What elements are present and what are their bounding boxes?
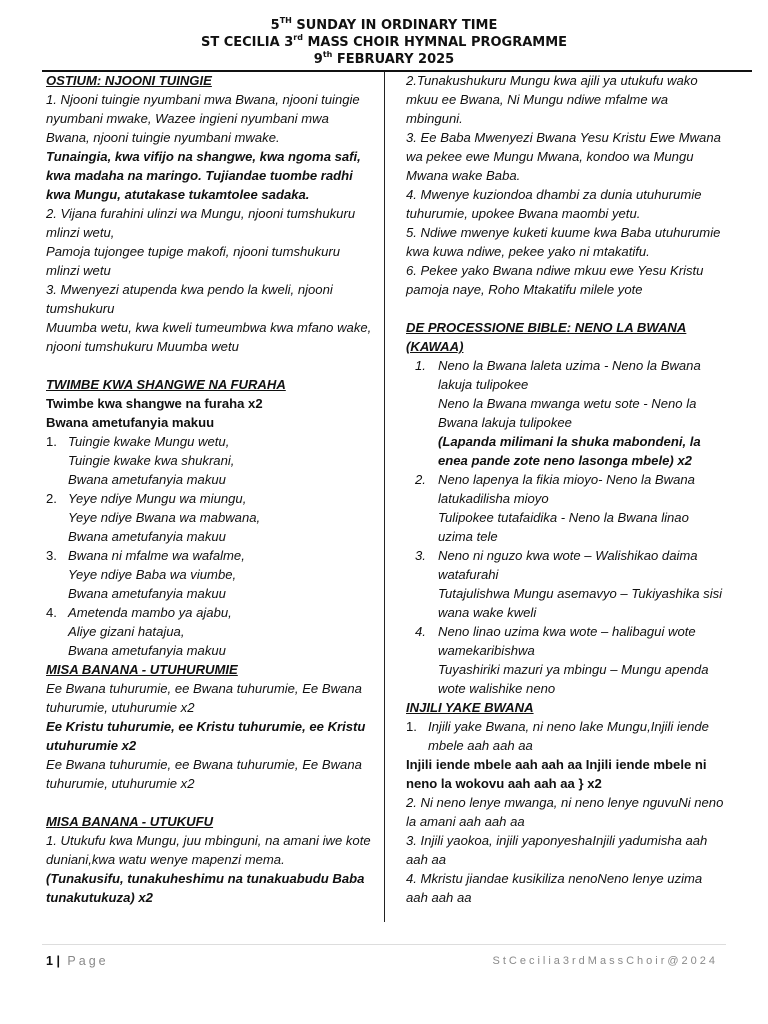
ostium-verse-3a: 3. Mwenyezi atupenda kwa pendo la kweli, njooni tumshukuru: [46, 282, 333, 316]
utuhurumie-heading: MISA BANANA - UTUHURUMIE: [46, 662, 238, 677]
ostium-verse-3b: Muumba wetu, kwa kweli tumeumbwa kwa mfano wake, njooni tumshukuru Muumba wetu: [46, 320, 372, 354]
utukufu-verse-4: 4. Mwenye kuziondoa dhambi za dunia utuhurumie tuhurumie, upokee Bwana maombi yetu.: [406, 187, 702, 221]
neno-heading: DE PROCESSIONE BIBLE: NENO LA BWANA (KAWAA): [406, 320, 687, 354]
verse-line: Injili yake Bwana, ni neno lake Mungu,Injili iende mbele aah aah aa: [428, 719, 709, 753]
verse-line: Yeye ndiye Bwana wa mabwana,: [68, 510, 261, 525]
verse-line: Bwana ametufanyia makuu: [68, 586, 226, 601]
verse-number: 3.: [46, 548, 57, 563]
verse-line: Tuingie kwake kwa shukrani,: [68, 453, 235, 468]
document-header: [0, 17, 768, 68]
verse-number: 2.: [415, 472, 426, 487]
utukufu-verse-2: 2.Tunakushukuru Mungu kwa ajili ya utukufu wako mkuu ee Bwana, Ni Mungu ndiwe mfalme wa mbinguni.: [406, 73, 698, 126]
spacer: [46, 793, 376, 812]
verse-line: Bwana ametufanyia makuu: [68, 529, 226, 544]
verse-number: 4.: [415, 624, 426, 639]
injili-verse-4: 4. Mkristu jiandae kusikiliza nenoNeno lenye uzima aah aah aa: [406, 871, 703, 905]
verse-line: Yeye ndiye Baba wa viumbe,: [68, 567, 237, 582]
injili-verse-2: 2. Ni neno lenye mwanga, ni neno lenye nguvuNi neno la amani aah aah aa: [406, 795, 724, 829]
utuhurumie-line-3: Ee Bwana tuhurumie, ee Bwana tuhurumie, Ee Bwana tuhurumie, utuhurumie x2: [46, 757, 362, 791]
verse-line: Aliye gizani hatajua,: [68, 624, 185, 639]
ostium-verse-1: 1. Njooni tuingie nyumbani mwa Bwana, njooni tuingie nyumbani mwake, Wazee ingieni nyumbani mwa Bwana, njooni tuingie nyumbani mwake.: [46, 92, 360, 145]
ostium-verse-2a: 2. Vijana furahini ulinzi wa Mungu, njooni tumshukuru mlinzi wetu,: [46, 206, 356, 240]
spacer: [46, 356, 376, 375]
neno-chorus: (Lapanda milimani la shuka mabondeni, la enea pande zote neno lasonga mbele) x2: [438, 434, 701, 468]
header-line-2: ST CECILIA 3rd MASS CHOIR HYMNAL PROGRAMME: [200, 32, 568, 50]
ostium-verse-2b: Pamoja tujongee tupige makofi, njooni tumshukuru mlinzi wetu: [46, 244, 341, 278]
verse-number: 4.: [46, 605, 57, 620]
neno-verse-3: [406, 546, 724, 622]
verse-line: Tuyashiriki mazuri ya mbingu – Mungu apenda wote walishike neno: [438, 662, 709, 696]
page-number: [46, 954, 109, 968]
verse-line: Tutajulishwa Mungu asemavyo – Tukiyashika sisi wana wake kweli: [438, 586, 723, 620]
utukufu-verse-6: 6. Pekee yako Bwana ndiwe mkuu ewe Yesu Kristu pamoja naye, Roho Mtakatifu milele yote: [406, 263, 704, 297]
neno-verse-1: [406, 356, 724, 470]
page-separator: |: [56, 954, 60, 968]
ostium-heading: OSTIUM: NJOONI TUINGIE: [46, 73, 212, 88]
verse-line: Tulipokee tutafaidika - Neno la Bwana linao uzima tele: [438, 510, 689, 544]
verse-line: Neno lapenya la fikia mioyo- Neno la Bwana latukadilisha mioyo: [438, 472, 695, 506]
verse-line: Bwana ametufanyia makuu: [68, 643, 226, 658]
verse-line: Neno ni nguzo kwa wote – Walishikao daima watafurahi: [438, 548, 698, 582]
header-line-1: 5TH SUNDAY IN ORDINARY TIME: [270, 15, 498, 33]
left-column: [46, 71, 376, 907]
verse-line: Tuingie kwake Mungu wetu,: [68, 434, 230, 449]
utuhurumie-line-1: Ee Bwana tuhurumie, ee Bwana tuhurumie, Ee Bwana tuhurumie, utuhurumie x2: [46, 681, 362, 715]
verse-line: Neno linao uzima kwa wote – halibagui wote wamekaribishwa: [438, 624, 696, 658]
twimbe-verse-1: [46, 432, 376, 489]
injili-verse-1: [406, 717, 724, 755]
utukufu-chorus: (Tunakusifu, tunakuheshimu na tunakuabudu Baba tunakutukuza) x2: [46, 871, 365, 905]
ostium-chorus: Tunaingia, kwa vifijo na shangwe, kwa ngoma safi, kwa madaha na maringo. Tujiandae tuombe radhi kwa Mungu, atutakase tukamtolee sadaka.: [46, 149, 361, 202]
footer-copyright: StCecilia3rdMassChoir@2024: [492, 955, 718, 967]
column-divider: [384, 72, 385, 922]
twimbe-chorus-1: Twimbe kwa shangwe na furaha x2: [46, 396, 263, 411]
page-number-value: 1: [46, 954, 53, 968]
verse-line: Bwana ametufanyia makuu: [68, 472, 226, 487]
verse-line: Neno la Bwana laleta uzima - Neno la Bwana lakuja tulipokee: [438, 358, 701, 392]
injili-verse-3: 3. Injili yaokoa, injili yaponyeshaInjili yadumisha aah aah aa: [406, 833, 708, 867]
verse-number: 1.: [406, 719, 417, 734]
right-column: [406, 71, 724, 907]
twimbe-verse-3: [46, 546, 376, 603]
verse-number: 2.: [46, 491, 57, 506]
verse-number: 1.: [415, 358, 426, 373]
verse-line: Bwana ni mfalme wa wafalme,: [68, 548, 245, 563]
neno-verse-2: [406, 470, 724, 546]
verse-number: 3.: [415, 548, 426, 563]
verse-number: 1.: [46, 434, 57, 449]
utukufu-heading: MISA BANANA - UTUKUFU: [46, 814, 214, 829]
page-label: Page: [67, 954, 109, 968]
utukufu-verse-3: 3. Ee Baba Mwenyezi Bwana Yesu Kristu Ewe Mwana wa pekee ewe Mungu Mwana, kondoo wa Mungu Mwana wake Baba.: [406, 130, 721, 183]
utukufu-verse-1: 1. Utukufu kwa Mungu, juu mbinguni, na amani iwe kote duniani,kwa watu wenye mapenzi mema.: [46, 833, 371, 867]
utuhurumie-line-2: Ee Kristu tuhurumie, ee Kristu tuhurumie, ee Kristu utuhurumie x2: [46, 719, 366, 753]
verse-line: Ametenda mambo ya ajabu,: [68, 605, 232, 620]
verse-line: Yeye ndiye Mungu wa miungu,: [68, 491, 247, 506]
injili-chorus: Injili iende mbele aah aah aa Injili iende mbele ni neno la wokovu aah aah aa } x2: [406, 757, 707, 791]
neno-verse-4: [406, 622, 724, 698]
header-line-3: 9th FEBRUARY 2025: [313, 49, 455, 67]
twimbe-chorus-2: Bwana ametufanyia makuu: [46, 415, 215, 430]
verse-line: Neno la Bwana mwanga wetu sote - Neno la Bwana lakuja tulipokee: [438, 396, 697, 430]
footer-rule: [42, 944, 726, 945]
utukufu-verse-5: 5. Ndiwe mwenye kuketi kuume kwa Baba utuhurumie kwa kuwa ndiwe, pekee yako ni mtakatifu.: [406, 225, 721, 259]
spacer: [406, 299, 724, 318]
twimbe-verse-4: [46, 603, 376, 660]
twimbe-heading: TWIMBE KWA SHANGWE NA FURAHA: [46, 377, 286, 392]
injili-heading: INJILI YAKE BWANA: [406, 700, 534, 715]
twimbe-verse-2: [46, 489, 376, 546]
